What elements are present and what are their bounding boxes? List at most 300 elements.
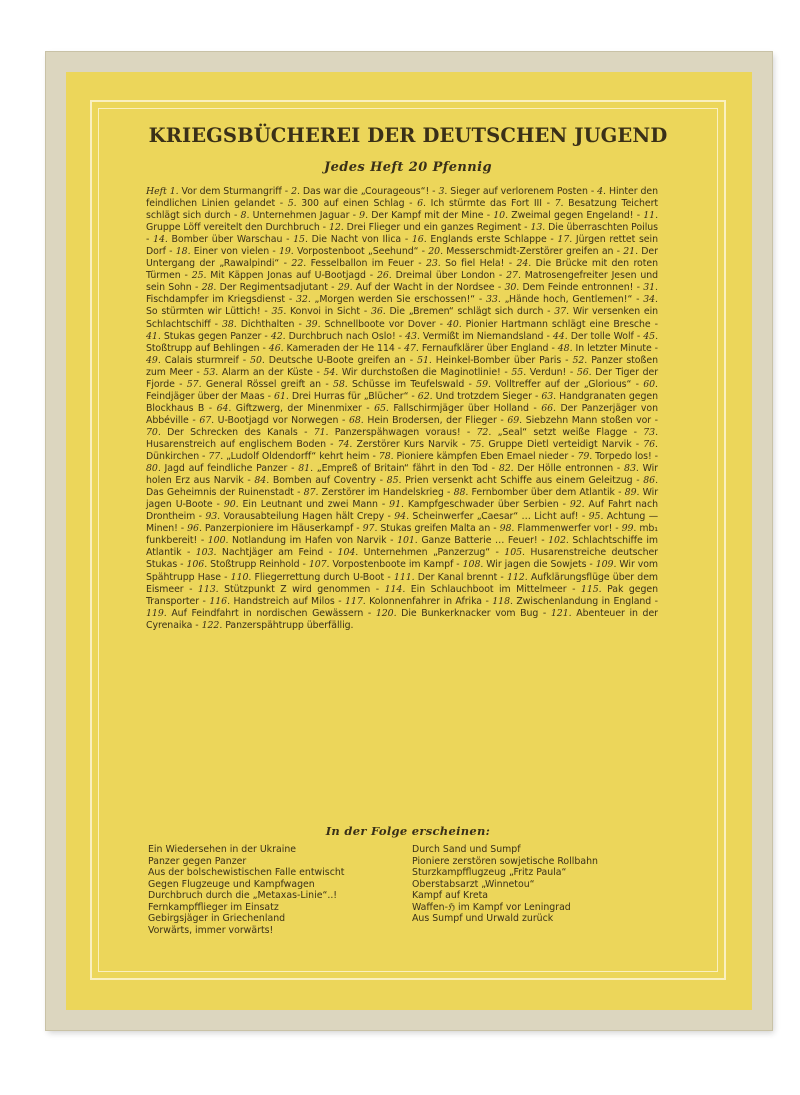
booklet-number: 32.	[295, 294, 311, 306]
booklet-entry	[298, 463, 488, 474]
booklet-title: Die „Bremen“ schlägt sich durch	[385, 306, 544, 318]
booklet-title: Torpedo los!	[592, 451, 652, 463]
upcoming-title: Aus der bolschewistischen Falle entwischt	[148, 867, 345, 878]
upcoming-title: Ein Wiedersehen in der Ukraine	[148, 844, 297, 855]
booklet-entry	[338, 439, 458, 450]
booklet-title: Wir versenken ein Schlachtschiff	[146, 306, 659, 330]
booklet-number: 111.	[393, 571, 415, 583]
booklet-title: Panzerpioniere im Häuserkampf	[201, 523, 354, 535]
booklet-entry	[349, 415, 497, 426]
booklet-title: Fernbomber über dem Atlantik	[468, 487, 615, 499]
upcoming-title: Oberstabsarzt „Winnetou“	[412, 878, 535, 890]
booklet-entry	[553, 331, 634, 342]
booklet-number: 11.	[643, 210, 658, 222]
booklet-entry	[323, 367, 500, 378]
booklet-title: Und trotzdem Sieger	[432, 390, 532, 402]
booklet-title: Vorausabteilung Hagen hält Crepy	[220, 511, 385, 523]
booklet-entry	[493, 210, 633, 221]
booklet-entry	[476, 379, 631, 390]
booklet-number: 110.	[230, 571, 252, 583]
booklet-entry	[146, 355, 239, 366]
booklet-entry	[438, 186, 587, 197]
booklet-title: Vorpostenboot „Seehund“	[293, 246, 419, 258]
booklet-number: 115.	[580, 583, 602, 595]
booklet-title: Einer von vielen	[190, 246, 270, 258]
booklet-title: In letzter Minute	[572, 342, 652, 354]
booklet-number: 8.	[240, 210, 250, 222]
booklet-entry	[377, 270, 495, 281]
booklet-title: Jürgen rettet sein Dorf	[146, 234, 658, 258]
booklet-number: 34.	[643, 294, 658, 306]
booklet-entry	[186, 559, 299, 570]
booklet-entry	[500, 523, 613, 534]
booklet-entry	[338, 547, 491, 558]
booklet-number: 88.	[453, 487, 469, 499]
booklet-number: 19.	[278, 246, 294, 258]
booklet-number: 106.	[186, 559, 208, 571]
booklet-number: 92.	[569, 499, 585, 511]
booklet-number: 47.	[404, 342, 419, 354]
booklet-title: Scheinwerfer „Caesar“ … Licht auf!	[409, 511, 579, 523]
booklet-entry	[241, 210, 350, 221]
booklet-number: 69.	[507, 414, 523, 426]
booklet-entry	[389, 499, 558, 510]
booklet-title: Zerstörer im Handelskrieg	[318, 487, 444, 499]
upcoming-list-right	[412, 844, 662, 925]
booklet-number: 23.	[425, 258, 441, 270]
booklet-number: 77.	[208, 451, 224, 463]
booklet-title: Panzerspähtrupp überfällig.	[222, 619, 354, 631]
booklet-entry	[187, 523, 353, 534]
booklet-number: 21.	[623, 246, 639, 258]
booklet-number: 73.	[643, 426, 658, 438]
booklet-entry	[345, 596, 482, 607]
booklet-title: Konvoi in Sicht	[286, 306, 361, 318]
booklet-title: Der Kanal brennt	[414, 571, 498, 583]
booklet-title: „Ludolf Oldendorff“ kehrt heim	[223, 451, 370, 463]
booklet-entry	[288, 198, 405, 209]
booklet-number: 58.	[332, 378, 348, 390]
booklet-entry	[198, 584, 370, 595]
booklet-number: 89.	[624, 487, 640, 499]
booklet-entry	[404, 343, 548, 354]
booklet-number: 101.	[397, 535, 418, 547]
booklet-number: 5.	[287, 198, 297, 210]
booklet-number: 78.	[378, 451, 394, 463]
booklet-entry	[558, 343, 652, 354]
booklet-number: 91.	[389, 499, 404, 511]
booklet-number: 120.	[375, 607, 397, 619]
booklet-number: 57.	[186, 378, 202, 390]
booklet-title: Auf Feindfahrt in nordischen Gewässern	[166, 607, 364, 619]
booklet-title: Wir jagen die Sowjets	[483, 559, 587, 571]
booklet-entry	[329, 222, 521, 233]
booklet-title: Feindjäger über der Maas	[146, 390, 265, 402]
booklet-number: 82.	[498, 463, 514, 475]
booklet-entry	[279, 246, 418, 257]
booklet-number: 6.	[417, 198, 426, 210]
booklet-number: 68.	[348, 414, 364, 426]
booklet-entry	[217, 403, 362, 414]
booklet-title: Sieger auf verlorenem Posten	[447, 186, 588, 197]
booklet-title: Schüsse im Teufelswald	[347, 378, 465, 390]
booklet-entry	[274, 391, 408, 402]
booklet-entry	[397, 535, 538, 546]
booklet-title: „Morgen werden Sie erschossen!“	[310, 294, 476, 306]
booklet-number: 74.	[337, 438, 353, 450]
booklet-entry	[196, 547, 324, 558]
booklet-title: Zerstörer Kurs Narvik	[352, 438, 458, 450]
booklet-number: 113.	[197, 583, 219, 595]
booklet-entry	[309, 559, 454, 570]
booklet-number: 80.	[146, 463, 161, 475]
upcoming-heading: In der Folge erscheinen:	[325, 824, 491, 838]
booklet-title: Die überraschten Poilus	[545, 222, 658, 234]
booklet-title: Gruppe Dietl verteidigt Narvik	[484, 438, 632, 450]
booklet-entry	[577, 451, 651, 462]
booklet-number: 25.	[191, 270, 207, 282]
booklet-title: Der Schrecken des Kanals	[160, 426, 298, 438]
booklet-title: Vermißt im Niemandsland	[419, 330, 544, 342]
booklet-title: Wir vom Spähtrupp Hase	[146, 559, 658, 583]
booklet-title: Der Hölle entronnen	[513, 463, 614, 475]
booklet-number: 114.	[384, 583, 406, 595]
booklet-number: 9.	[359, 210, 369, 222]
booklet-number: 31.	[643, 282, 658, 294]
booklet-number: 33.	[486, 294, 501, 306]
booklet-number: 38.	[221, 318, 237, 330]
booklet-title: Gruppe Löff vereitelt den Durchbruch	[146, 222, 320, 234]
booklet-title: Stützpunkt Z wird genommen	[218, 583, 371, 595]
booklet-entry	[250, 355, 406, 366]
booklet-entry	[222, 319, 294, 330]
booklet-number: 18.	[175, 246, 191, 258]
booklet-entry	[417, 198, 542, 209]
booklet-title: Calais sturmreif	[160, 354, 239, 366]
booklet-entry	[454, 487, 615, 498]
booklet-entry	[254, 475, 376, 486]
booklet-title: Der tolle Wolf	[567, 330, 634, 342]
booklet-title: Drei Hurras für „Blücher“	[288, 390, 409, 402]
booklet-number: 85.	[386, 475, 402, 487]
booklet-number: 53.	[203, 366, 219, 378]
booklet-entry	[293, 234, 401, 245]
booklet-title: Stukas gegen Panzer	[160, 330, 262, 342]
booklet-number: 96.	[187, 523, 202, 535]
booklet-title: Zweimal gegen Engeland!	[508, 210, 634, 222]
booklet-entry	[170, 186, 282, 197]
booklet-number: 70.	[146, 426, 161, 438]
booklet-title: Ein Schlauchboot im Mittelmeer	[405, 583, 567, 595]
booklet-entry	[363, 523, 491, 534]
booklet-number: 55.	[511, 366, 527, 378]
booklet-title: General Rössel greift an	[201, 378, 322, 390]
booklet-entry	[187, 379, 321, 390]
booklet-entry	[272, 306, 361, 317]
booklet-number: 63.	[541, 390, 557, 402]
booklet-number: 51.	[417, 354, 432, 366]
booklet-title: Panzer stoßen zum Meer	[146, 354, 658, 378]
booklet-title: Abenteuer in der Cyrenaika	[146, 607, 658, 631]
booklet-entry	[338, 282, 495, 293]
booklet-title: Messerschmidt-Zerstörer greifen an	[443, 246, 614, 258]
booklet-entry	[209, 596, 334, 607]
booklet-number: 71.	[313, 426, 329, 438]
booklet-number: 99.	[621, 523, 637, 535]
booklet-entry	[499, 463, 613, 474]
booklet-entry	[492, 596, 651, 607]
booklet-title: Dichthalten	[236, 318, 295, 330]
booklet-title: mb₁ funkbereit!	[146, 523, 659, 547]
booklet-title: Giftzwerg, der Minenmixer	[231, 402, 362, 414]
booklet-entry	[314, 427, 461, 438]
booklet-title: Pionier Hartmann schlägt eine Bresche	[461, 318, 651, 330]
booklet-title: Besatzung Teichert schlägt sich durch	[146, 198, 659, 222]
booklet-title: Stoßtrupp Reinhold	[207, 559, 300, 571]
booklet-number: 30.	[504, 282, 520, 294]
booklet-number: 60.	[643, 378, 658, 390]
booklet-entry	[146, 463, 287, 474]
booklet-number: 75.	[469, 438, 485, 450]
upcoming-title: Durch Sand und Sumpf	[412, 844, 521, 855]
booklet-entry	[333, 379, 464, 390]
booklet-entry	[371, 306, 543, 317]
series-title: KRIEGSBÜCHEREI DER DEUTSCHEN JUGEND	[148, 124, 668, 147]
booklet-title: Ganze Batterie … Feuer!	[417, 535, 538, 547]
booklet-number: 46.	[268, 342, 284, 354]
booklet-number: 48.	[557, 342, 573, 354]
booklet-number: 98.	[499, 523, 515, 535]
booklet-number: 10.	[493, 210, 508, 222]
booklet-entry	[394, 511, 578, 522]
booklet-entry	[486, 294, 632, 305]
booklet-title: Pioniere kämpfen Eben Emael nieder	[393, 451, 569, 463]
booklet-number: 76.	[643, 438, 658, 450]
booklet-number: 56.	[576, 366, 592, 378]
booklet-title: Siebzehn Mann stoßen vor	[522, 414, 652, 426]
booklet-entry	[202, 282, 328, 293]
booklet-title: Unternehmen Jaguar	[249, 210, 350, 222]
price-subtitle: Jedes Heft 20 Pfennig	[324, 160, 492, 175]
booklet-title: Wir durchstoßen die Maginotlinie!	[338, 366, 501, 378]
booklet-title: Das war die „Courageous“!	[299, 186, 430, 197]
booklet-number: 105.	[504, 547, 525, 559]
booklet-number: 86.	[643, 475, 659, 487]
booklet-title: Handstreich auf Milos	[230, 595, 335, 607]
booklet-number: 104.	[337, 547, 359, 559]
booklet-number: 116.	[209, 595, 231, 607]
booklet-title: Aufklärungsflüge über dem Eismeer	[146, 571, 659, 595]
booklet-title: Alarm an der Küste	[218, 366, 313, 378]
booklet-title: Fesselballon im Feuer	[306, 258, 414, 270]
booklet-number: 22.	[291, 258, 307, 270]
booklet-title: Deutsche U-Boote greifen an	[264, 354, 406, 366]
booklet-number: 43.	[405, 330, 420, 342]
booklet-number: 84.	[254, 475, 270, 487]
booklet-title: „Empreß of Britain“ fährt in den Tod	[313, 463, 488, 475]
booklet-number: 35.	[271, 306, 287, 318]
booklet-number: 52.	[572, 354, 588, 366]
booklet-number: 122.	[201, 619, 223, 631]
booklet-title: Zwischenlandung in England	[512, 595, 652, 607]
booklet-number: 44.	[552, 330, 568, 342]
upcoming-title: Pioniere zerstören sowjetische Rollbahn	[412, 855, 598, 867]
booklet-number: 65.	[374, 402, 389, 414]
booklet-number: 64.	[216, 402, 232, 414]
booklet-entry	[385, 584, 567, 595]
booklet-number: 87.	[303, 487, 319, 499]
booklet-entry	[374, 403, 529, 414]
booklet-entry	[176, 246, 269, 257]
booklet-number: 42.	[270, 330, 286, 342]
booklet-number: 62.	[417, 390, 433, 402]
booklet-title: Die Brücke mit den roten Türmen	[146, 258, 658, 282]
booklet-entry	[208, 535, 387, 546]
booklet-entry	[146, 331, 261, 342]
booklet-title: Wir jagen U-Boote	[146, 487, 659, 511]
booklet-title: Wir holen Erz aus Narvik	[146, 463, 658, 487]
booklet-entry	[231, 572, 385, 583]
booklet-title: Unternehmen „Panzerzug“	[358, 547, 491, 559]
booklet-number: 112.	[506, 571, 528, 583]
booklet-number: 15.	[293, 234, 308, 246]
booklet-entry	[269, 343, 395, 354]
booklet-number: 14.	[153, 234, 168, 246]
booklet-number: 107.	[308, 559, 330, 571]
upcoming-list-left	[148, 844, 398, 936]
booklet-title: Englands erste Schlappe	[426, 234, 547, 246]
booklet-title: Fliegerrettung durch U-Boot	[251, 571, 385, 583]
booklet-number: 121.	[550, 607, 572, 619]
booklet-number: 24.	[516, 258, 532, 270]
booklet-entry	[379, 451, 568, 462]
booklet-number: 90.	[223, 499, 239, 511]
booklet-title: Heinkel-Bomber über Paris	[431, 354, 562, 366]
booklet-number: 108.	[462, 559, 484, 571]
upcoming-title: Kampf auf Kreta	[412, 890, 489, 901]
booklet-title: Kameraden der He 114	[283, 342, 395, 354]
booklet-title: Notlandung im Hafen von Narvik	[228, 535, 387, 547]
booklet-entry	[202, 620, 354, 631]
booklet-number: 45.	[643, 330, 658, 342]
booklet-title: Vorpostenboote im Kampf	[329, 559, 454, 571]
booklet-title: „Seal“ setzt weiße Flagge	[491, 426, 628, 438]
booklet-title: Dem Feinde entronnen!	[519, 282, 634, 294]
upcoming-title: Gebirgsjäger in Griechenland	[148, 913, 286, 924]
booklet-title: Der Kampf mit der Mine	[368, 210, 484, 222]
booklet-number: 54.	[323, 366, 339, 378]
booklet-title: Mit Käppen Jonas auf U-Bootjagd	[206, 270, 366, 282]
booklet-title: „Hände hoch, Gentlemen!“	[500, 294, 633, 306]
booklet-entry	[376, 608, 538, 619]
booklet-number: 36.	[370, 306, 386, 318]
booklet-number: 93.	[205, 511, 221, 523]
booklet-title: So stürmten wir Lüttich!	[146, 306, 261, 318]
booklet-entry	[271, 331, 396, 342]
booklet-number: 37.	[554, 306, 570, 318]
booklet-entry	[417, 355, 561, 366]
booklet-catalog: Heft 1. Vor dem Sturmangriff - 2. Das war die „Courageous“! - 3. Sieger auf verlorenem Posten - 4. Hinter den feindlichen Linien gelandet - 5. 300 auf einen Schlag - 6. Ich stürmte das Fort III - 7. Besatzung Teichert schlägt sich durch - 8. Unternehmen Jaguar - 9. Der Kampf mit der Mine - 10. Zweimal gegen Engeland! - 11. Gruppe Löff vereitelt den Durchbruch - 12. Drei Flieger und ein ganzes Regiment - 13. Die überraschten Poilus - 14. Bomber über Warschau - 15. Die Nacht von Ilica - 16. Englands erste Schlappe - 17. Jürgen rettet sein Dorf - 18. Einer von vielen - 19. Vorpostenboot „Seehund“ - 20. Messerschmidt-Zerstörer greifen an - 21. Der Untergang der „Rawalpindi“ - 22. Fesselballon im Feuer - 23. So fiel Hela! - 24. Die Brücke mit den roten Türmen - 25. Mit Käppen Jonas auf U-Bootjagd - 26. Dreimal über London - 27. Matrosengefreiter Jesen und sein Sohn - 28. Der Regimentsadjutant - 29. Auf der Wacht in der Nordsee - 30. Dem Feinde entronnen! - 31. Fischdampfer im Kriegsdienst - 32. „Morgen werden Sie erschossen!“ - 33. „Hände hoch, Gentlemen!“ - 34. So stürmten wir Lüttich! - 35. Konvoi in Sicht - 36. Die „Bremen“ schlägt sich durch - 37. Wir versenken ein Schlachtschiff - 38. Dichthalten - 39. Schnellboote vor Dover - 40. Pionier Hartmann schlägt eine Bresche - 41. Stukas gegen Panzer - 42. Durchbruch nach Oslo! - 43. Vermißt im Niemandsland - 44. Der tolle Wolf - 45. Stoßtrupp auf Behlingen - 46. Kameraden der He 114 - 47. Fernaufklärer über England - 48. In letzter Minute - 49. Calais sturmreif - 50. Deutsche U-Boote greifen an - 51. Heinkel-Bomber über Paris - 52. Panzer stoßen zum Meer - 53. Alarm an der Küste - 54. Wir durchstoßen die Maginotlinie! - 55. Verdun! - 56. Der Tiger der Fjorde - 57. General Rössel greift an - 58. Schüsse im Teufelswald - 59. Volltreffer auf der „Glorious“ - 60. Feindjäger über der Maas - 61. Drei Hurras für „Blücher“ - 62. Und trotzdem Sieger - 63. Handgranaten gegen Blockhaus B - 64. Giftzwerg, der Minenmixer - 65. Fallschirmjäger über Holland - 66. Der Panzerjäger von Abbéville - 67. U-Bootjagd vor Norwegen - 68. Hein Brodersen, der Flieger - 69. Siebzehn Mann stoßen vor - 70. Der Schrecken des Kanals - 71. Panzerspähwagen voraus! - 72. „Seal“ setzt weiße Flagge - 73. Husarenstreich auf englischem Boden - 74. Zerstörer Kurs Narvik - 75. Gruppe Dietl verteidigt Narvik - 76. Dünkirchen - 77. „Ludolf Oldendorff“ kehrt heim - 78. Pioniere kämpfen Eben Emael nieder - 79. Torpedo los! - 80. Jagd auf feindliche Panzer - 81. „Empreß of Britain“ fährt in den Tod - 82. Der Hölle entronnen - 83. Wir holen Erz aus Narvik - 84. Bomben auf Coventry - 85. Prien versenkt acht Schiffe aus einem Geleitzug - 86. Das Geheimnis der Ruinenstadt - 87. Zerstörer im Handelskrieg - 88. Fernbomber über dem Atlantik - 89. Wir jagen U-Boote - 90. Ein Leutnant und zwei Mann - 91. Kampfgeschwader über Serbien - 92. Auf Fahrt nach Drontheim - 93. Vorausabteilung Hagen hält Crepy - 94. Scheinwerfer „Caesar“ … Licht auf! - 95. Achtung — Minen! - 96. Panzerpioniere im Häuserkampf - 97. Stukas greifen Malta an - 98. Flammenwerfer vor! - 99. mb₁ funkbereit! - 100. Notlandung im Hafen von Narvik - 101. Ganze Batterie … Feuer! - 102. Schlachtschiffe im Atlantik - 103. Nachtjäger am Feind - 104. Unternehmen „Panzerzug“ - 105. Husarenstreiche deutscher Stukas - 106. Stoßtrupp Reinhold - 107. Vorpostenboote im Kampf - 108. Wir jagen die Sowjets - 109. Wir vom Spähtrupp Hase - 110. Fliegerrettung durch U-Boot - 111. Der Kanal brennt - 112. Aufklärungsflüge über dem Eismeer - 113. Stützpunkt Z wird genommen - 114. Ein Schlauchboot im Mittelmeer - 115. Pak gegen Transporter - 116. Handstreich auf Milos - 117. Kolonnenfahrer in Afrika - 118. Zwischenlandung in England - 119. Auf Feindfahrt in nordischen Gewässern - 120. Die Bunkerknacker vom Bug - 121. Abenteuer in der Cyrenaika - 122. Panzerspähtrupp überfällig.	[146, 186, 659, 631]
booklet-title: Kolonnenfahrer in Afrika	[365, 595, 482, 607]
booklet-title: Flammenwerfer vor!	[514, 523, 613, 535]
booklet-title: Hinter den feindlichen Linien gelandet	[146, 186, 659, 210]
booklet-entry	[418, 391, 532, 402]
booklet-number: 4.	[597, 186, 606, 197]
booklet-entry	[394, 572, 497, 583]
upcoming-title: Aus Sumpf und Urwald zurück	[412, 913, 554, 924]
booklet-number: 119.	[146, 607, 167, 619]
booklet-title: Nachtjäger am Feind	[216, 547, 324, 559]
booklet-entry	[205, 511, 384, 522]
booklet-number: 49.	[146, 354, 161, 366]
booklet-entry	[291, 186, 429, 197]
booklet-entry	[477, 427, 628, 438]
booklet-title: Durchbruch nach Oslo!	[285, 330, 396, 342]
booklet-entry	[387, 475, 633, 486]
booklet-title: Der Untergang der „Rawalpindi“	[146, 246, 658, 270]
booklet-title: Schnellboote vor Dover	[320, 318, 436, 330]
booklet-title: Schlachtschiffe im Atlantik	[146, 535, 658, 559]
booklet-title: Das Geheimnis der Ruinenstadt	[146, 487, 294, 499]
upcoming-title: Sturzkampfflugzeug „Fritz Paula“	[412, 867, 567, 878]
booklet-number: 72.	[476, 426, 492, 438]
booklet-title: Fischdampfer im Kriegsdienst	[146, 294, 286, 306]
booklet-number: 118.	[492, 595, 513, 607]
booklet-entry	[153, 234, 282, 245]
booklet-title: Hein Brodersen, der Flieger	[363, 414, 497, 426]
booklet-entry	[304, 487, 444, 498]
booklet-title: So fiel Hela!	[440, 258, 505, 270]
booklet-number: 20.	[428, 246, 444, 258]
booklet-number: 67.	[199, 414, 215, 426]
booklet-number: 79.	[577, 451, 593, 463]
booklet-number: 50.	[250, 354, 265, 366]
booklet-title: Verdun!	[526, 366, 567, 378]
booklet-entry	[511, 367, 566, 378]
booklet-title: Fallschirmjäger über Holland	[388, 402, 529, 414]
booklet-number: 83.	[624, 463, 639, 475]
booklet-number: 27.	[506, 270, 521, 282]
booklet-title: Bomben auf Coventry	[269, 475, 376, 487]
booklet-title: Ich stürmte das Fort III	[425, 198, 542, 210]
booklet-title: Die Nacht von Ilica	[307, 234, 402, 246]
upcoming-title: Fernkampfflieger im Einsatz	[148, 901, 279, 913]
booklet-entry	[146, 427, 298, 438]
booklet-title: Drei Flieger und ein ganzes Regiment	[343, 222, 522, 234]
booklet-entry	[530, 222, 658, 233]
booklet-entry	[463, 559, 587, 570]
booklet-title: Bomber über Warschau	[167, 234, 283, 246]
booklet-entry	[426, 258, 504, 269]
booklet-entry	[306, 319, 436, 330]
booklet-number: 28.	[201, 282, 217, 294]
booklet-number: 16.	[411, 234, 427, 246]
booklet-title: Panzerspähwagen voraus!	[328, 426, 461, 438]
booklet-title: Matrosengefreiter Jesen und sein Sohn	[146, 270, 659, 294]
booklet-title: Volltreffer auf der „Glorious“	[490, 378, 632, 390]
booklet-title: Pak gegen Transporter	[146, 583, 658, 607]
booklet-title: Dünkirchen	[146, 451, 200, 463]
booklet-entry	[507, 415, 651, 426]
upcoming-title: Durchbruch durch die „Metaxas-Linie“..!	[148, 890, 338, 901]
booklet-number: 40.	[446, 318, 462, 330]
booklet-entry	[428, 246, 613, 257]
booklet-number: 3.	[438, 186, 448, 197]
booklet-title: Stukas greifen Malta an	[377, 523, 491, 535]
booklet-entry	[504, 282, 633, 293]
booklet-title: Husarenstreiche deutscher Stukas	[146, 547, 658, 571]
booklet-entry	[470, 439, 632, 450]
